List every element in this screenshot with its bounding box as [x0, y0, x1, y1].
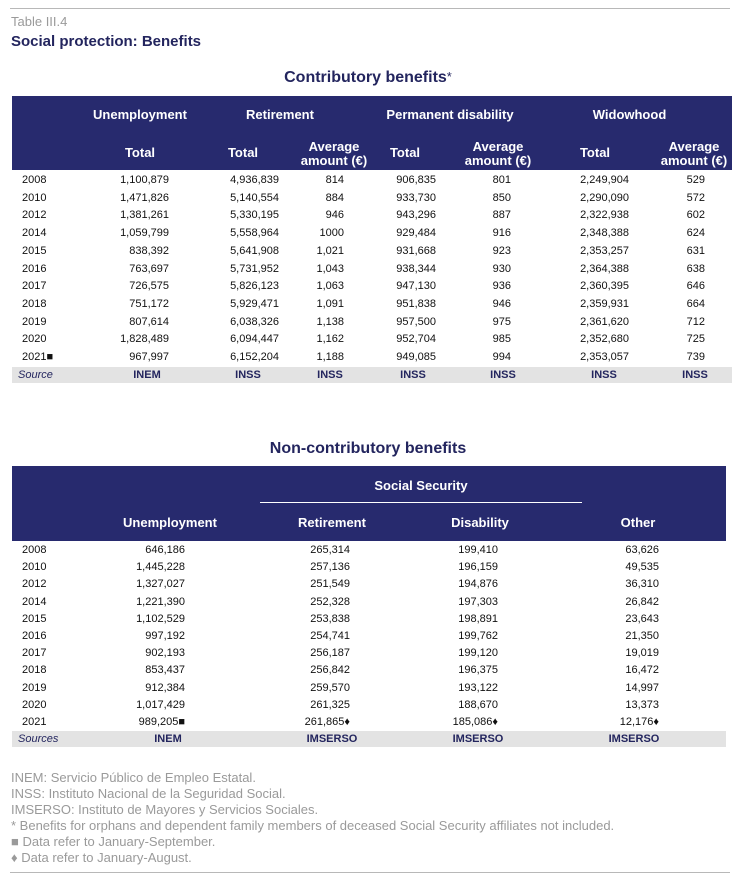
table-row — [12, 628, 726, 645]
row-cell: 199,762 — [458, 630, 498, 642]
row-cell: 252,328 — [310, 595, 350, 608]
subhdr-disability-total: Total — [389, 145, 421, 160]
table-row — [12, 349, 732, 366]
subhdr-widowhood-average: Average amount (€) — [660, 139, 728, 168]
table-row — [12, 559, 726, 576]
row-cell: 1,828,489 — [120, 333, 169, 346]
row-year: 2012 — [22, 209, 47, 222]
note-inem: INEM: Servicio Público de Empleo Estatal. — [11, 770, 256, 785]
row-cell: 2,249,904 — [580, 174, 629, 186]
row-cell: 16,472 — [625, 664, 659, 677]
row-cell: 259,570 — [310, 681, 350, 694]
row-cell: 989,205■ — [138, 716, 185, 728]
nc-source-unemployment: INEM — [154, 733, 182, 745]
col-group-permanent-disability: Permanent disability — [386, 107, 514, 122]
col-group-widowhood: Widowhood — [592, 107, 667, 122]
row-cell: 19,019 — [625, 647, 659, 660]
row-cell: 2,353,257 — [580, 244, 629, 257]
noncontributory-rows — [12, 542, 726, 731]
row-cell: 1,221,390 — [136, 595, 185, 608]
row-cell: 196,159 — [458, 561, 498, 574]
row-cell: 257,136 — [310, 561, 350, 574]
row-cell: 198,891 — [458, 612, 498, 625]
row-cell: 884 — [325, 191, 344, 204]
row-cell: 933,730 — [396, 191, 436, 204]
source-label: Source — [18, 369, 53, 381]
source-disability-total: INSS — [400, 369, 426, 381]
table-row — [12, 594, 726, 611]
table-row — [12, 714, 726, 731]
row-cell: 5,330,195 — [230, 209, 279, 222]
top-rule — [10, 8, 730, 9]
table-row — [12, 645, 726, 662]
row-cell: 194,876 — [458, 578, 498, 591]
row-year: 2017 — [22, 647, 47, 660]
row-year: 2008 — [22, 544, 47, 556]
row-cell: 1,102,529 — [136, 612, 185, 625]
row-cell: 739 — [686, 351, 705, 363]
table-row — [12, 190, 732, 207]
row-cell: 5,929,471 — [230, 297, 279, 310]
row-cell: 994 — [492, 351, 511, 363]
row-cell: 946 — [492, 297, 511, 310]
row-cell: 1,138 — [316, 315, 344, 328]
row-cell: 985 — [492, 333, 511, 346]
row-cell: 261,865♦ — [304, 716, 350, 728]
row-year: 2015 — [22, 612, 47, 625]
row-cell: 6,152,204 — [230, 351, 279, 363]
row-cell: 572 — [686, 191, 705, 204]
table-row — [12, 611, 726, 628]
row-cell: 13,373 — [625, 698, 659, 711]
table-row — [12, 314, 732, 331]
row-cell: 853,437 — [145, 664, 185, 677]
row-year: 2008 — [22, 174, 47, 186]
page-title: Social protection: Benefits — [11, 33, 202, 50]
row-cell: 1,091 — [316, 297, 344, 310]
row-year: 2019 — [22, 315, 47, 328]
row-cell: 63,626 — [625, 544, 659, 556]
row-cell: 2,290,090 — [580, 191, 629, 204]
col-group-unemployment: Unemployment — [93, 107, 187, 122]
table-row — [12, 225, 732, 242]
row-cell: 1,063 — [316, 280, 344, 293]
noncontributory-title: Non-contributory benefits — [269, 440, 467, 457]
table-row — [12, 331, 732, 348]
contributory-rows — [12, 172, 732, 367]
nc-source-disability: IMSERSO — [452, 733, 504, 745]
row-cell: 2,360,395 — [580, 280, 629, 293]
row-cell: 1000 — [319, 227, 344, 240]
row-cell: 949,085 — [396, 351, 436, 363]
table-row — [12, 172, 732, 189]
col-group-social-security: Social Security — [374, 478, 468, 493]
bottom-rule — [10, 872, 730, 873]
row-cell: 4,936,839 — [230, 174, 279, 186]
row-cell: 1,021 — [316, 244, 344, 257]
nc-hdr-retirement: Retirement — [298, 515, 366, 530]
table-row — [12, 662, 726, 679]
row-cell: 923 — [492, 244, 511, 257]
row-cell: 943,296 — [396, 209, 436, 222]
row-cell: 931,668 — [396, 244, 436, 257]
subhdr-retirement-average: Average amount (€) — [300, 139, 368, 168]
source-disability-average: INSS — [490, 369, 516, 381]
row-cell: 807,614 — [129, 315, 169, 328]
table-row — [12, 542, 726, 559]
row-year: 2015 — [22, 244, 47, 257]
row-year: 2020 — [22, 333, 47, 346]
row-year: 2014 — [22, 595, 47, 608]
row-cell: 936 — [492, 280, 511, 293]
nc-hdr-unemployment: Unemployment — [123, 515, 217, 530]
row-cell: 5,731,952 — [230, 262, 279, 275]
row-cell: 930 — [492, 262, 511, 275]
subhdr-widowhood-total: Total — [579, 145, 611, 160]
row-cell: 21,350 — [625, 630, 659, 642]
row-year: 2018 — [22, 664, 47, 677]
contributory-title-text: Contributory benefits — [284, 69, 447, 86]
row-cell: 185,086♦ — [452, 716, 498, 728]
row-cell: 2,353,057 — [580, 351, 629, 363]
table-row — [12, 576, 726, 593]
row-cell: 912,384 — [145, 681, 185, 694]
row-year: 2010 — [22, 561, 47, 574]
nc-hdr-other: Other — [620, 515, 656, 530]
contributory-source-row — [12, 367, 732, 383]
row-year: 2020 — [22, 698, 47, 711]
row-cell: 951,838 — [396, 297, 436, 310]
row-cell: 838,392 — [129, 244, 169, 257]
social-security-underline — [260, 502, 582, 503]
row-cell: 265,314 — [310, 544, 350, 556]
row-cell: 997,192 — [145, 630, 185, 642]
table-row — [12, 296, 732, 313]
row-cell: 2,322,938 — [580, 209, 629, 222]
table-row — [12, 261, 732, 278]
source-retirement-total: INSS — [235, 369, 261, 381]
row-year: 2021 — [22, 716, 47, 728]
row-cell: 1,043 — [316, 262, 344, 275]
row-cell: 801 — [492, 174, 511, 186]
note-asterisk: * Benefits for orphans and dependent family members of deceased Social Security affiliates not included. — [11, 818, 615, 833]
row-cell: 199,410 — [458, 544, 498, 556]
source-widowhood-average: INSS — [682, 369, 708, 381]
row-year: 2018 — [22, 297, 47, 310]
source-widowhood-total: INSS — [591, 369, 617, 381]
nc-source-retirement: IMSERSO — [306, 733, 358, 745]
nc-source-other: IMSERSO — [608, 733, 660, 745]
row-year: 2016 — [22, 630, 47, 642]
row-year: 2019 — [22, 681, 47, 694]
nc-hdr-disability: Disability — [451, 515, 509, 530]
row-cell: 36,310 — [625, 578, 659, 591]
col-group-retirement: Retirement — [246, 107, 314, 122]
row-cell: 946 — [325, 209, 344, 222]
row-cell: 196,375 — [458, 664, 498, 677]
contributory-title — [0, 69, 736, 87]
row-cell: 1,381,261 — [120, 209, 169, 222]
row-cell: 967,997 — [129, 351, 169, 363]
source-retirement-average: INSS — [317, 369, 343, 381]
row-cell: 26,842 — [625, 595, 659, 608]
row-cell: 1,327,027 — [136, 578, 185, 591]
row-cell: 188,670 — [458, 698, 498, 711]
subhdr-unemployment-total: Total — [124, 145, 156, 160]
row-cell: 5,558,964 — [230, 227, 279, 240]
row-cell: 938,344 — [396, 262, 436, 275]
row-year: 2012 — [22, 578, 47, 591]
row-cell: 2,348,388 — [580, 227, 629, 240]
row-cell: 5,641,908 — [230, 244, 279, 257]
row-cell: 638 — [686, 262, 705, 275]
row-cell: 1,059,799 — [120, 227, 169, 240]
row-cell: 199,120 — [458, 647, 498, 660]
row-cell: 631 — [686, 244, 705, 257]
sources-label: Sources — [18, 733, 59, 745]
row-cell: 763,697 — [129, 262, 169, 275]
row-cell: 1,471,826 — [120, 191, 169, 204]
note-imserso: IMSERSO: Instituto de Mayores y Servicios Sociales. — [11, 802, 319, 817]
row-cell: 850 — [492, 191, 511, 204]
note-square: ■ Data refer to January-September. — [11, 834, 216, 849]
table-row — [12, 278, 732, 295]
row-cell: 906,835 — [396, 174, 436, 186]
row-year: 2016 — [22, 262, 47, 275]
note-diamond: ♦ Data refer to January-August. — [11, 850, 192, 865]
row-cell: 646,186 — [145, 544, 185, 556]
row-cell: 726,575 — [129, 280, 169, 293]
row-cell: 5,140,554 — [230, 191, 279, 204]
row-cell: 664 — [686, 297, 705, 310]
row-cell: 624 — [686, 227, 705, 240]
row-year: 2021■ — [22, 351, 54, 363]
row-cell: 2,359,931 — [580, 297, 629, 310]
row-cell: 712 — [686, 315, 705, 328]
row-cell: 975 — [492, 315, 511, 328]
row-cell: 253,838 — [310, 612, 350, 625]
row-cell: 1,445,228 — [136, 561, 185, 574]
row-cell: 1,188 — [316, 351, 344, 363]
row-cell: 2,361,620 — [580, 315, 629, 328]
row-cell: 725 — [686, 333, 705, 346]
row-cell: 902,193 — [145, 647, 185, 660]
row-year: 2010 — [22, 191, 47, 204]
row-cell: 1,162 — [316, 333, 344, 346]
row-cell: 2,364,388 — [580, 262, 629, 275]
row-cell: 261,325 — [310, 698, 350, 711]
row-cell: 957,500 — [396, 315, 436, 328]
table-row — [12, 243, 732, 260]
row-cell: 2,352,680 — [580, 333, 629, 346]
row-cell: 646 — [686, 280, 705, 293]
row-cell: 256,187 — [310, 647, 350, 660]
table-label: Table III.4 — [11, 14, 68, 29]
row-cell: 952,704 — [396, 333, 436, 346]
row-cell: 197,303 — [458, 595, 498, 608]
row-cell: 1,017,429 — [136, 698, 185, 711]
row-cell: 814 — [325, 174, 344, 186]
row-cell: 256,842 — [310, 664, 350, 677]
row-cell: 602 — [686, 209, 705, 222]
row-cell: 751,172 — [129, 297, 169, 310]
row-cell: 1,100,879 — [120, 174, 169, 186]
contributory-header — [12, 96, 732, 170]
noncontributory-source-row — [12, 731, 726, 747]
row-cell: 6,038,326 — [230, 315, 279, 328]
row-cell: 887 — [492, 209, 511, 222]
row-cell: 193,122 — [458, 681, 498, 694]
row-cell: 929,484 — [396, 227, 436, 240]
row-year: 2014 — [22, 227, 47, 240]
footnotes — [11, 770, 614, 866]
source-unemployment: INEM — [133, 369, 161, 381]
row-cell: 6,094,447 — [230, 333, 279, 346]
row-cell: 529 — [686, 174, 705, 186]
row-year: 2017 — [22, 280, 47, 293]
noncontributory-header — [12, 466, 726, 541]
table-row — [12, 680, 726, 697]
row-cell: 916 — [492, 227, 511, 240]
table-row — [12, 697, 726, 714]
row-cell: 254,741 — [310, 630, 350, 642]
row-cell: 14,997 — [625, 681, 659, 694]
subhdr-disability-average: Average amount (€) — [464, 139, 532, 168]
note-inss: INSS: Instituto Nacional de la Seguridad Social. — [11, 786, 286, 801]
row-cell: 12,176♦ — [619, 716, 659, 728]
table-row — [12, 207, 732, 224]
row-cell: 49,535 — [625, 561, 659, 574]
subhdr-retirement-total: Total — [227, 145, 259, 160]
row-cell: 251,549 — [310, 578, 350, 591]
row-cell: 5,826,123 — [230, 280, 279, 293]
row-cell: 947,130 — [396, 280, 436, 293]
contributory-title-asterisk: * — [446, 69, 452, 84]
row-cell: 23,643 — [625, 612, 659, 625]
